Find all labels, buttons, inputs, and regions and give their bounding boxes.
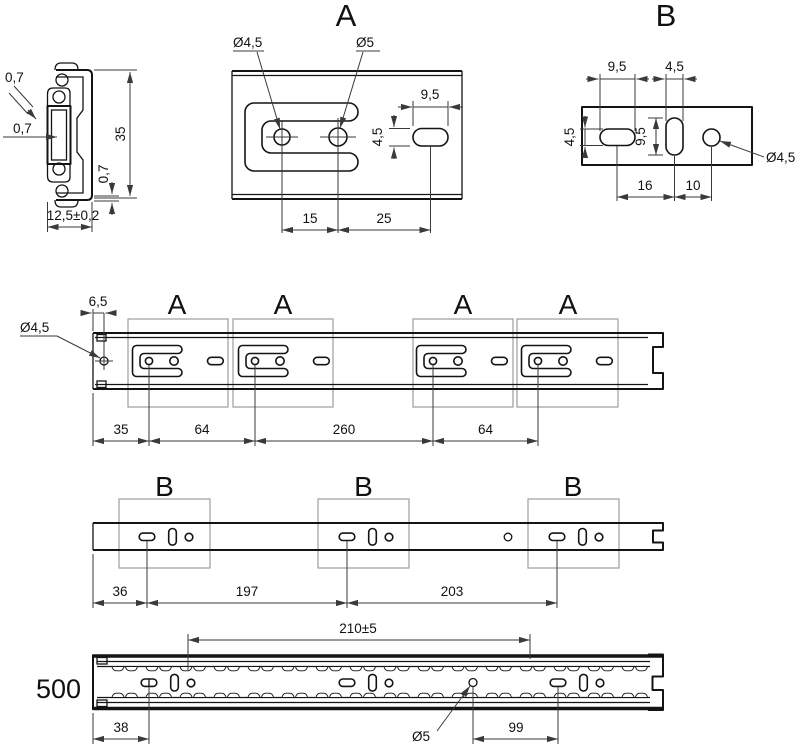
detail-a-title: A xyxy=(335,0,357,33)
slide-size-label: 500 xyxy=(36,674,82,704)
detail-callout-a2: A xyxy=(273,289,293,320)
hole-4-5 xyxy=(703,129,720,146)
hole-5 xyxy=(469,679,477,687)
dim-rail-b-203: 203 xyxy=(440,584,464,599)
dim-section-height: 35 xyxy=(113,126,128,142)
detail-b-view xyxy=(562,0,795,201)
detail-callout-b2: B xyxy=(354,471,373,502)
dim-end-offset: 6,5 xyxy=(88,294,108,309)
detail-a-view xyxy=(232,0,463,233)
dim-thickness-top: 0,7 xyxy=(5,70,24,85)
rail-end-notch xyxy=(648,655,663,711)
detail-callout-b1: B xyxy=(155,471,174,502)
dim-section-width: 12,5±0,2 xyxy=(46,208,100,223)
slot-hole xyxy=(413,129,448,147)
end-tab xyxy=(97,700,107,707)
detail-b-title: B xyxy=(655,0,677,33)
dim-slot-length: 9,5 xyxy=(420,87,440,102)
dim-rail-a-35: 35 xyxy=(113,422,129,437)
b-feature-2 xyxy=(339,674,393,691)
section-cross-view xyxy=(3,63,137,232)
a-feature-3 xyxy=(417,346,508,377)
dim-rail-b-36: 36 xyxy=(112,584,128,599)
dim-slot1-height: 4,5 xyxy=(562,127,577,147)
label-asm-hole-dia: Ø5 xyxy=(412,729,431,744)
ball-bearing xyxy=(56,185,68,197)
dim-pitch-10: 10 xyxy=(685,178,701,193)
dim-travel: 210±5 xyxy=(339,621,377,636)
a-feature-4 xyxy=(522,346,613,377)
dim-slot1-length: 9,5 xyxy=(607,59,627,74)
a-feature-1 xyxy=(133,346,224,377)
dim-asm-99: 99 xyxy=(508,720,524,735)
slot-vertical xyxy=(666,118,683,155)
label-hole2-dia: Ø5 xyxy=(356,35,375,50)
label-hole-dia: Ø4,5 xyxy=(766,150,796,165)
inner-rail-view xyxy=(93,471,663,608)
dim-slot2-width: 4,5 xyxy=(665,59,684,74)
detail-callout-a3: A xyxy=(453,289,473,320)
rail-end-notch xyxy=(648,333,663,389)
outer-rail-view xyxy=(20,289,663,446)
ball-bearing xyxy=(53,91,65,103)
dim-rail-a-64b: 64 xyxy=(477,422,494,437)
dim-hole-pitch-25: 25 xyxy=(376,211,392,226)
detail-b-frame xyxy=(528,499,619,568)
slot-horizontal xyxy=(600,129,635,146)
detail-callout-b3: B xyxy=(563,471,583,502)
dim-asm-38: 38 xyxy=(113,720,129,735)
assembled-slide-view xyxy=(36,621,663,744)
label-hole1-dia: Ø4,5 xyxy=(233,35,263,50)
detail-b-frame xyxy=(318,499,409,568)
detail-callout-a1: A xyxy=(167,289,187,320)
label-rail-hole-dia: Ø4,5 xyxy=(20,320,50,335)
rail-end-notch xyxy=(648,523,663,550)
single-hole xyxy=(504,533,512,541)
dim-thickness-bottom: 0,7 xyxy=(96,164,111,184)
dim-thickness-web: 0,7 xyxy=(13,121,32,136)
dim-slot-height: 4,5 xyxy=(370,127,385,147)
dim-slot2-height: 9,5 xyxy=(633,127,648,146)
dim-rail-b-197: 197 xyxy=(235,584,259,599)
dim-hole-pitch-15: 15 xyxy=(302,211,318,226)
dim-rail-a-64a: 64 xyxy=(194,422,210,437)
dim-pitch-16: 16 xyxy=(637,178,653,193)
ball-bearing xyxy=(56,74,68,86)
dim-rail-a-260: 260 xyxy=(332,422,356,437)
end-tab xyxy=(97,658,107,665)
a-feature-2 xyxy=(239,346,330,377)
detail-callout-a4: A xyxy=(558,289,578,320)
detail-b-frame xyxy=(119,499,210,568)
